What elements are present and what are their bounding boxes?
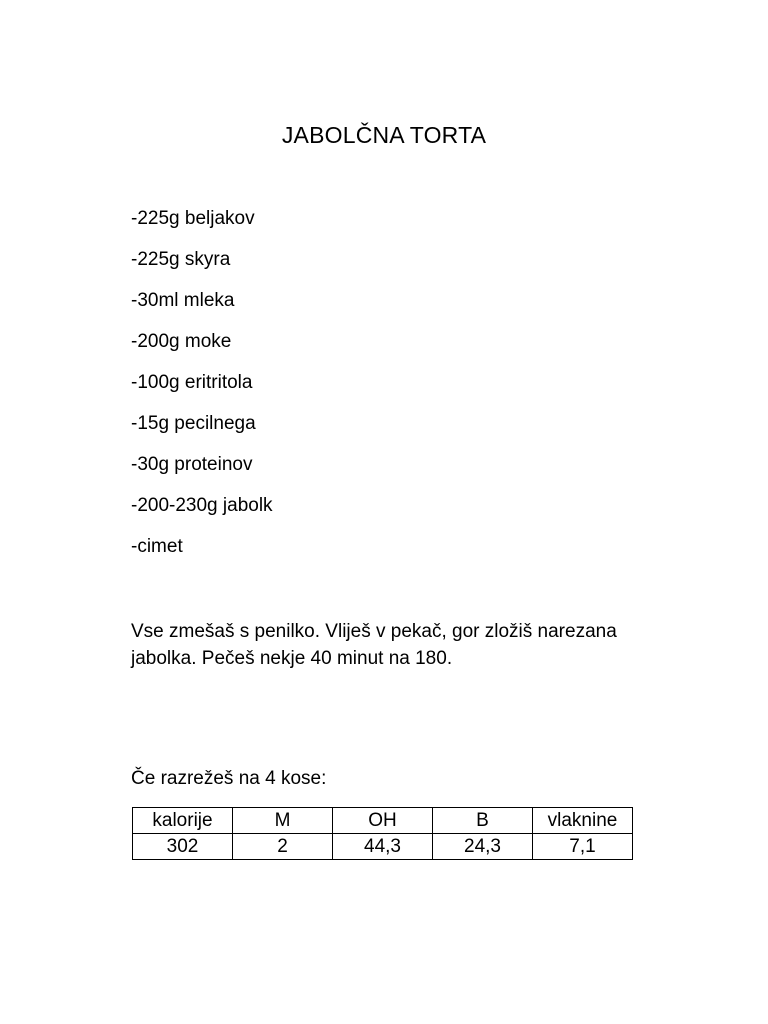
table-header-row: [133, 808, 633, 834]
value-cell-oh: 44,3: [333, 834, 433, 860]
recipe-title: JABOLČNA TORTA: [281, 122, 487, 148]
ingredient-item: -30g proteinov: [131, 454, 253, 475]
ingredient-list: [131, 206, 273, 575]
ingredient-item: -225g beljakov: [131, 208, 255, 229]
value-cell-m: 2: [233, 834, 333, 860]
ingredient-item: -15g pecilnega: [131, 413, 256, 434]
header-cell-b: B: [433, 808, 533, 834]
ingredient-item: -225g skyra: [131, 249, 231, 270]
value-cell-vlaknine: 7,1: [533, 834, 633, 860]
servings-note: Če razrežeš na 4 kose:: [131, 768, 327, 789]
header-cell-oh: OH: [333, 808, 433, 834]
table-row: [133, 834, 633, 860]
value-cell-b: 24,3: [433, 834, 533, 860]
nutrition-table: [132, 807, 633, 860]
ingredient-item: -200-230g jabolk: [131, 495, 273, 516]
header-cell-vlaknine: vlaknine: [533, 808, 633, 834]
value-cell-kalorije: 302: [133, 834, 233, 860]
ingredient-item: -100g eritritola: [131, 372, 253, 393]
header-cell-kalorije: kalorije: [133, 808, 233, 834]
ingredient-item: -30ml mleka: [131, 290, 235, 311]
instructions-paragraph: Vse zmešaš s penilko. Vliješ v pekač, gor zložiš narezana jabolka. Pečeš nekje 40 minut na 180.: [131, 621, 617, 669]
header-cell-m: M: [233, 808, 333, 834]
ingredient-item: -cimet: [131, 536, 183, 557]
ingredient-item: -200g moke: [131, 331, 232, 352]
